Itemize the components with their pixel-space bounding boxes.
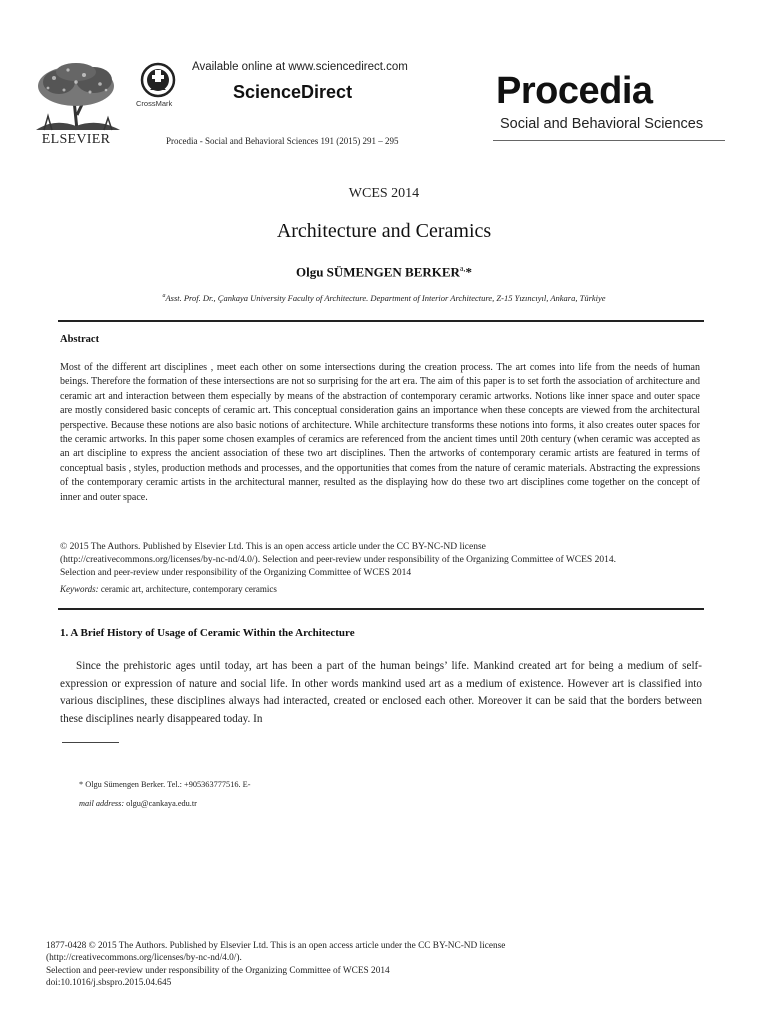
available-online-text: Available online at www.sciencedirect.com [192, 61, 408, 73]
footer-license-line: 1877-0428 © 2015 The Authors. Published by Elsevier Ltd. This is an open access article under the CC BY-NC-ND license [46, 941, 506, 951]
copyright-line-3: Selection and peer-review under responsibility of the Organizing Committee of WCES 2014 [60, 567, 412, 578]
abstract-bottom-rule [58, 608, 704, 610]
author-affiliation-mark: a, [459, 264, 466, 273]
abstract-copyright [60, 541, 710, 579]
affiliation-mark: a [162, 293, 166, 300]
section-heading: 1. A Brief History of Usage of Ceramic Within the Architecture [60, 627, 355, 639]
publisher-name: ELSEVIER [41, 132, 111, 147]
journal-brand-logo: Procedia [496, 70, 653, 112]
footnote [79, 775, 309, 813]
crossmark-label: CrossMark [136, 99, 173, 108]
author-corresponding-mark: * [465, 264, 473, 280]
footer-review-line: Selection and peer-review under responsibility of the Organizing Committee of WCES 2014 [46, 965, 390, 976]
author-name: Olgu SÜMENGEN BERKER [295, 264, 460, 280]
page-footer [46, 940, 726, 989]
affiliation-text: Asst. Prof. Dr., Çankaya University Faculty of Architecture. Department of Interior Architecture, Z-15 Yızıncıyıl, Ankara, Türkiye [165, 293, 606, 303]
conference-name: WCES 2014 [348, 186, 420, 201]
copyright-statement: © 2015 The Authors. Published by Elsevier Ltd. [60, 542, 244, 552]
section-body: Since the prehistoric ages until today, art has been a part of the human beings’ life. Mankind created art for being a medium of self-expression or expression of nature and social life. In other words mankind used art as a medium of existence. However art is classified into various disciplines, these disciplines always had interacted, created or enclosed each other. Moreover it can be said that the borders between these disciplines nearly disappeared today. In [60, 660, 702, 725]
footnote-line: * Olgu Sümengen Berker. Tel.: +905363777516. E- [79, 780, 251, 789]
footnote-email-line [79, 794, 309, 813]
journal-brand-rule [493, 140, 725, 141]
keywords-list: ceramic art, architecture, contemporary ceramics [98, 584, 277, 594]
footer-doi[interactable]: doi:10.1016/j.sbspro.2015.04.645 [46, 977, 172, 988]
abstract-heading: Abstract [60, 334, 100, 345]
footnote-rule [62, 742, 119, 743]
license-statement: This is an open access article under the CC BY-NC-ND license [243, 542, 486, 552]
keywords-label: Keywords: [60, 584, 99, 594]
keywords [60, 584, 277, 594]
journal-citation: Procedia - Social and Behavioral Sciences 191 (2015) 291 – 295 [166, 136, 399, 146]
abstract-body: Most of the different art disciplines , meet each other on some intersections during the creation process. The art comes into life from the needs of human beings. Therefore the formation of these intersections are not so surprising for the art era. The aim of this paper is to set forth the association of architecture and ceramic art and interaction between them especially by means of the abstraction of contemporary ceramic artworks. Notions like inner space and outer space are mostly considered basic concepts of ceramic art. This conceptual consideration gains an importance when these concepts are viewed from the architectural perspective. Because these notions are also basic notions of architecture. While architecture transforms these notions into forms, it also creates outer spaces for the ceramic artworks. In this paper some chosen examples of ceramics are referenced from the ancient times until 20th century (when ceramic was accepted as an art discipline to express the ancient association of these two art disciplines. Then the artworks of contemporary ceramic artists are featured in terms of conceptual basis , styles, production methods and processes, and the opportunities that comes from the nature of ceramic materials. Abstracting the expressions of the contemporary ceramic artists in the architectural manner, resulted as the displaying how do these two art disciplines come together on the concept of inner and outer space. [60, 362, 700, 503]
affiliation [0, 293, 768, 303]
paper-title: Architecture and Ceramics [276, 220, 492, 242]
footer-license-link[interactable]: (http://creativecommons.org/licenses/by-nc-nd/4.0/). [46, 953, 242, 964]
author-line [0, 264, 768, 280]
footnote-email[interactable]: olgu@cankaya.edu.tr [124, 799, 197, 808]
copyright-line-1 [60, 541, 710, 554]
footnote-email-label: mail address: [79, 799, 125, 808]
copyright-line-2[interactable]: (http://creativecommons.org/licenses/by-nc-nd/4.0/). Selection and peer-review under responsibility of the Organizing Committee of WCES 2014. [60, 554, 616, 565]
sciencedirect-title[interactable]: ScienceDirect [233, 82, 353, 102]
journal-brand-subtitle: Social and Behavioral Sciences [500, 116, 704, 132]
abstract-top-rule [58, 320, 704, 322]
